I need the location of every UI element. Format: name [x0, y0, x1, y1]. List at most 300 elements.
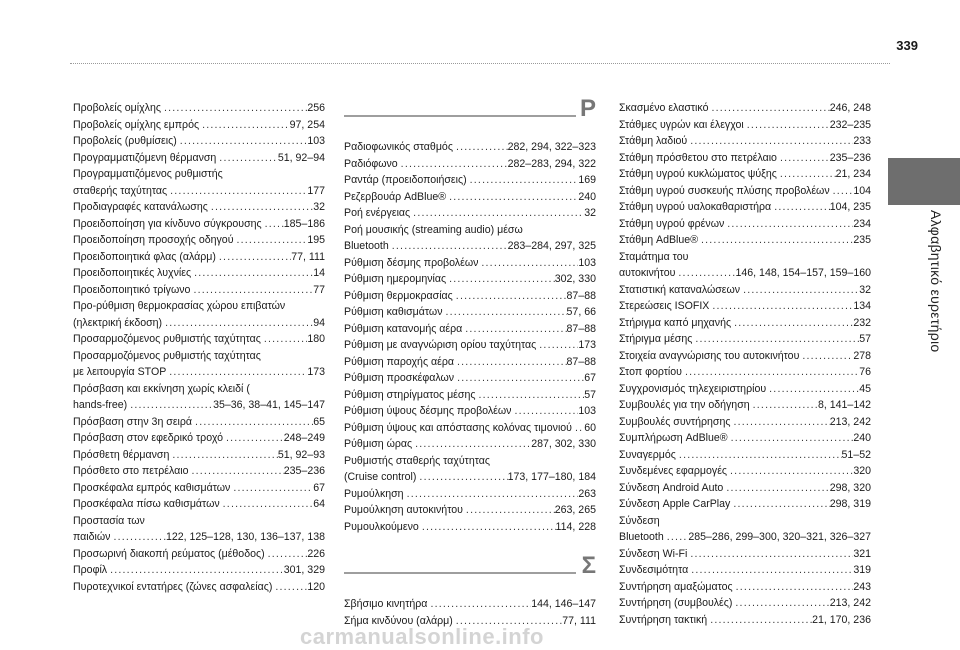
dot-leader [467, 172, 579, 189]
dot-leader [446, 271, 555, 288]
dot-leader [261, 331, 307, 348]
index-entry-pages: 232–235 [829, 118, 871, 131]
page-number: 339 [896, 38, 918, 53]
index-entry-pages: 64 [313, 498, 325, 510]
dot-leader [110, 529, 165, 546]
index-entry-pages: 283–284, 297, 325 [507, 240, 596, 252]
index-entry-term: Προγραμματιζόμενη θέρμανση [73, 151, 217, 164]
dot-leader [453, 139, 508, 156]
dot-leader [692, 331, 859, 348]
index-entry-pages: 67 [313, 481, 325, 494]
index-entry-pages: 87–88 [566, 355, 596, 368]
index-entry-pages: 278 [853, 349, 871, 362]
index-entry-pages: 213, 242 [829, 415, 871, 428]
index-entry-term: παιδιών [73, 531, 111, 543]
index-entry-term: Στοπ φορτίου [619, 366, 682, 378]
index-entry [73, 150, 325, 167]
index-entry-pages: 87–88 [566, 322, 596, 335]
index-entry-pages: 263, 265 [554, 504, 596, 516]
index-entry-pages: 51, 92–94 [277, 151, 325, 164]
index-entry-pages: 248–249 [283, 432, 325, 444]
dot-leader [389, 238, 508, 255]
index-entry-pages: 282–283, 294, 322 [507, 157, 596, 170]
index-entry-pages: 103 [307, 135, 325, 147]
index-entry [344, 436, 596, 453]
index-entry-pages: 235–236 [283, 465, 325, 477]
index-entry-term: Πρόσθετο στο πετρέλαιο [73, 465, 189, 477]
index-entry [619, 447, 871, 464]
dot-leader [265, 546, 308, 563]
index-entry-term: Στάθμη υγρού υαλοκαθαριστήρα [619, 201, 772, 213]
index-entry-term: Ρύθμιση παροχής αέρα [344, 355, 454, 368]
index-entry-pages: 57 [859, 333, 871, 345]
dot-leader [398, 156, 508, 173]
index-entry [344, 172, 596, 189]
index-entry [344, 139, 596, 156]
dot-leader [698, 232, 853, 249]
index-entry-pages: 298, 319 [829, 498, 871, 510]
index-entry-pages: 177 [307, 184, 325, 197]
index-list [344, 139, 596, 535]
index-entry [73, 562, 325, 579]
index-entry [344, 596, 596, 613]
index-entry [619, 133, 871, 150]
index-entry-heading: Προγραμματιζόμενος ρυθμιστής [73, 168, 223, 180]
index-entry-term: Ρεζερβουάρ AdBlue® [344, 190, 447, 203]
index-entry-pages: 32 [313, 201, 325, 213]
index-entry-term: Στοιχεία αναγνώρισης του αυτοκινήτου [619, 349, 800, 362]
dot-leader [216, 150, 278, 167]
index-entry [73, 348, 325, 381]
index-entry [619, 480, 871, 497]
index-entry [619, 496, 871, 513]
index-entry-term: Προειδοποιητικές λυχνίες [73, 267, 192, 279]
index-entry [73, 579, 325, 596]
dot-leader [727, 463, 853, 480]
index-entry-pages: 243 [853, 580, 871, 593]
index-entry-pages: 173, 177–180, 184 [507, 471, 596, 483]
index-entry-pages: 287, 302, 330 [531, 438, 596, 450]
dot-leader [216, 249, 291, 266]
index-entry-pages: 185–186 [283, 217, 325, 230]
index-entry [619, 364, 871, 381]
index-entry [73, 117, 325, 134]
index-entry [619, 298, 871, 315]
dot-leader [127, 397, 213, 414]
dot-leader [234, 232, 308, 249]
index-entry-pages: 14 [313, 267, 325, 279]
index-entry [619, 150, 871, 167]
index-entry [619, 579, 871, 596]
dot-leader [220, 496, 314, 513]
index-entry-pages: 240 [578, 190, 596, 203]
dot-leader [410, 205, 584, 222]
index-entry-pages: 77 [313, 283, 325, 296]
dot-leader [177, 133, 308, 150]
dot-leader [167, 183, 307, 200]
index-entry-term: Προβολείς ομίχλης εμπρός [73, 118, 200, 131]
index-entry-term: Ρύθμιση κατανομής αέρα [344, 322, 463, 335]
index-entry-pages: 285–286, 299–300, 320–321, 326–327 [688, 531, 871, 543]
index-entry-term: Ρυμουλκούμενο [344, 520, 419, 533]
section-divider [344, 115, 576, 117]
dot-leader [830, 183, 854, 200]
index-entry-pages: 240 [853, 432, 871, 444]
dot-leader [199, 117, 290, 134]
index-entry-term: Συντήρηση (συμβουλές) [619, 597, 733, 609]
index-entry [619, 612, 871, 629]
dot-leader [740, 282, 859, 299]
dot-leader [709, 298, 853, 315]
index-entry-pages: 120 [307, 580, 325, 593]
index-entry [619, 282, 871, 299]
dot-leader [230, 480, 313, 497]
index-entry-pages: 51–52 [841, 448, 871, 461]
index-entry-term: Ρύθμιση ύψους και απόστασης κολόνας τιμονιού [344, 421, 572, 434]
dot-leader [707, 612, 812, 629]
index-entry [344, 420, 596, 437]
dot-leader [162, 315, 313, 332]
index-entry-pages: 76 [859, 366, 871, 378]
index-entry-term: Ρύθμιση στηρίγματος μέσης [344, 388, 476, 401]
index-column-1 [73, 100, 325, 595]
index-entry [344, 403, 596, 420]
index-entry-term: Προσωρινή διακοπή ρεύματος (μέθοδος) [73, 547, 265, 560]
index-entry-pages: 235–236 [829, 151, 871, 164]
index-entry-term: Ρύθμιση θερμοκρασίας [344, 289, 453, 302]
index-entry-pages: 87–88 [566, 289, 596, 302]
dot-leader [166, 364, 307, 381]
dot-leader [730, 496, 829, 513]
index-entry-term: Ραντάρ (προειδοποιήσεις) [344, 174, 467, 186]
index-entry-term: Στάθμη υγρού κυκλώματος ψύξης [619, 168, 777, 180]
index-entry-term: Στάθμες υγρών και έλεγχοι [619, 118, 744, 131]
index-entry [619, 199, 871, 216]
index-entry-term: Σήμα κινδύνου (αλάρμ) [344, 614, 453, 627]
index-entry [73, 331, 325, 348]
dot-leader [475, 387, 584, 404]
index-entry [619, 397, 871, 414]
index-entry [73, 216, 325, 233]
index-entry-term: Προειδοποίηση προσοχής οδηγού [73, 234, 234, 246]
index-entry-pages: 97, 254 [289, 118, 325, 131]
index-entry [344, 189, 596, 206]
dot-leader [191, 265, 313, 282]
index-entry [73, 496, 325, 513]
dot-leader [416, 469, 507, 486]
index-entry-heading: Προσαρμοζόμενος ρυθμιστής ταχύτητας [73, 349, 261, 362]
index-entry-term: Προβολείς (ρυθμίσεις) [73, 135, 177, 147]
index-entry-pages: 21, 170, 236 [812, 613, 871, 626]
index-entry-pages: 65 [313, 415, 325, 428]
index-entry [73, 298, 325, 331]
index-entry-term: Προειδοποίηση για κίνδυνο σύγκρουσης [73, 217, 262, 230]
index-entry-pages: 213, 242 [829, 597, 871, 609]
index-entry-pages: 51, 92–93 [277, 448, 325, 461]
dot-leader [724, 216, 853, 233]
index-entry-heading: Πρόσβαση και εκκίνηση χωρίς κλειδί ( [73, 382, 250, 395]
index-entry-pages: 180 [307, 333, 325, 345]
index-entry [619, 463, 871, 480]
index-entry-pages: 263 [578, 487, 596, 500]
section-header-sigma [344, 552, 596, 586]
header-divider [70, 63, 890, 64]
index-entry-heading: Προ-ρύθμιση θερμοκρασίας χώρου επιβατών [73, 300, 286, 312]
dot-leader [453, 288, 567, 305]
index-entry-term: Προσκέφαλα εμπρός καθισμάτων [73, 481, 231, 494]
index-entry-pages: 45 [859, 382, 871, 395]
index-entry-pages: 298, 320 [829, 481, 871, 494]
index-entry-term: Ρύθμιση καθισμάτων [344, 306, 443, 318]
index-entry-term: Συμβουλές για την οδήγηση [619, 399, 750, 411]
index-entry-term: Στάθμη AdBlue® [619, 234, 698, 246]
dot-leader [744, 117, 830, 134]
index-entry [344, 453, 596, 486]
index-entry-pages: 103 [578, 405, 596, 417]
index-entry [619, 100, 871, 117]
index-entry-pages: 104, 235 [829, 201, 871, 213]
index-entry-heading: Σύνδεση [619, 514, 660, 527]
dot-leader [766, 381, 859, 398]
index-entry [619, 232, 871, 249]
section-letter: Ρ [579, 95, 596, 122]
index-column-3 [619, 100, 871, 628]
index-entry-term: Ρυμούλκηση αυτοκινήτου [344, 504, 463, 516]
index-entry-term: σταθερής ταχύτητας [73, 184, 168, 197]
index-entry [619, 513, 871, 546]
index-entry [619, 595, 871, 612]
index-entry-pages: 67 [584, 372, 596, 384]
dot-leader [682, 364, 859, 381]
index-entry [344, 321, 596, 338]
index-entry [344, 222, 596, 255]
index-entry-pages: 134 [853, 300, 871, 312]
index-entry [344, 156, 596, 173]
index-entry-term: Ρύθμιση ώρας [344, 438, 413, 450]
index-entry-pages: 232 [853, 316, 871, 329]
dot-leader [161, 100, 307, 117]
dot-leader [728, 430, 854, 447]
dot-leader [664, 529, 689, 546]
index-entry-term: Bluetooth [619, 531, 664, 543]
index-entry-pages: 319 [853, 564, 871, 576]
index-entry-term: Σκασμένο ελαστικό [619, 102, 709, 114]
index-entry-term: Πρόσβαση στον εφεδρικό τροχό [73, 432, 223, 444]
index-entry [73, 265, 325, 282]
index-entry-term: Ρύθμιση δέσμης προβολέων [344, 256, 479, 269]
index-entry-term: Προδιαγραφές κατανάλωσης [73, 201, 208, 213]
index-entry-pages: 144, 146–147 [531, 598, 596, 610]
index-entry-term: Bluetooth [344, 240, 389, 252]
dot-leader [687, 133, 853, 150]
index-entry-pages: 60 [584, 421, 596, 434]
index-entry-term: Πυροτεχνικοί εντατήρες (ζώνες ασφαλείας) [73, 580, 273, 593]
index-entry-pages: 235 [853, 234, 871, 246]
index-entry-pages: 103 [578, 256, 596, 269]
section-divider [344, 572, 576, 574]
index-entry-heading: Ροή μουσικής (streaming audio) μέσω [344, 223, 523, 236]
dot-leader [731, 315, 853, 332]
index-entry-pages: 21, 234 [835, 168, 871, 180]
index-entry-pages: 321 [853, 547, 871, 560]
index-entry-term: Σύνδεση Apple CarPlay [619, 498, 731, 510]
index-entry-term: (ηλεκτρική έκδοση) [73, 316, 163, 329]
index-entry [344, 337, 596, 354]
index-entry-pages: 234 [853, 217, 871, 230]
index-entry-pages: 302, 330 [554, 273, 596, 285]
index-entry-pages: 77, 111 [562, 614, 596, 627]
index-entry [73, 381, 325, 414]
dot-leader [750, 397, 818, 414]
dot-leader [708, 100, 829, 117]
index-entry-term: Σβήσιμο κινητήρα [344, 598, 428, 610]
index-entry-term: Ραδιόφωνο [344, 157, 398, 170]
index-entry-term: αυτοκινήτου [619, 267, 676, 279]
section-tab [888, 158, 960, 205]
dot-leader [511, 403, 578, 420]
dot-leader [730, 414, 829, 431]
watermark: carmanualsonline.info [300, 624, 544, 649]
index-entry-pages: 282, 294, 322–323 [507, 141, 596, 153]
index-entry [73, 166, 325, 199]
index-entry-term: Στάθμη υγρού συσκευής πλύσης προβολέων [619, 184, 830, 197]
index-entry-term: Ρύθμιση ημερομηνίας [344, 273, 447, 285]
index-entry-pages: 32 [584, 207, 596, 219]
dot-leader [454, 354, 567, 371]
index-entry-term: Στερεώσεις ISOFIX [619, 300, 710, 312]
index-entry-pages: 256 [307, 102, 325, 114]
dot-leader [223, 430, 284, 447]
index-entry [73, 232, 325, 249]
index-entry-pages: 104 [853, 184, 871, 197]
section-header-rho [344, 95, 596, 129]
index-entry [73, 100, 325, 117]
index-entry-term: Στάθμη υγρού φρένων [619, 217, 725, 230]
index-entry-term: Ρύθμιση ύψους δέσμης προβολέων [344, 405, 512, 417]
index-entry-term: Στήριγμα μέσης [619, 333, 693, 345]
index-entry [73, 463, 325, 480]
dot-leader [799, 348, 853, 365]
index-entry [73, 414, 325, 431]
index-entry-heading: Προστασία των [73, 514, 145, 527]
dot-leader [192, 414, 313, 431]
index-entry-term: Συναγερμός [619, 448, 676, 461]
index-entry [344, 370, 596, 387]
dot-leader [427, 596, 531, 613]
index-entry [73, 133, 325, 150]
dot-leader [733, 579, 854, 596]
index-entry-term: Στάθμη πρόσθετου στο πετρέλαιο [619, 151, 777, 164]
index-entry-pages: 301, 329 [283, 564, 325, 576]
dot-leader [777, 150, 830, 167]
index-entry-term: Ρύθμιση προσκέφαλων [344, 372, 455, 384]
index-entry-pages: 114, 228 [555, 520, 596, 533]
index-entry-term: Συγχρονισμός τηλεχειριστηρίου [619, 382, 767, 395]
index-entry [73, 546, 325, 563]
index-entry-heading: Ρυθμιστής σταθερής ταχύτητας [344, 454, 491, 467]
dot-leader [463, 502, 555, 519]
index-entry-term: Συντήρηση τακτική [619, 613, 708, 626]
index-entry-term: Ρύθμιση με αναγνώριση ορίου ταχύτητας [344, 339, 537, 351]
dot-leader [777, 166, 836, 183]
index-entry-pages: 173 [578, 339, 596, 351]
dot-leader [536, 337, 578, 354]
index-entry-term: Προσαρμοζόμενος ρυθμιστής ταχύτητας [73, 333, 261, 345]
index-entry-pages: 246, 248 [829, 102, 871, 114]
index-entry-term: Προβολείς ομίχλης [73, 102, 161, 114]
index-entry [619, 562, 871, 579]
index-entry-term: Ραδιοφωνικός σταθμός [344, 141, 453, 153]
index-entry-term: hands-free) [73, 399, 128, 411]
index-entry-pages: 146, 148, 154–157, 159–160 [735, 267, 871, 279]
dot-leader [687, 546, 853, 563]
index-entry-term: με λειτουργία STOP [73, 366, 167, 378]
dot-leader [446, 189, 578, 206]
section-letter: Σ [581, 552, 596, 579]
index-entry [344, 255, 596, 272]
dot-leader [188, 463, 283, 480]
index-entry-pages: 173 [307, 366, 325, 378]
index-entry [73, 513, 325, 546]
index-entry-term: Πρόσθετη θέρμανση [73, 448, 170, 461]
index-entry [619, 331, 871, 348]
index-entry [619, 216, 871, 233]
dot-leader [107, 562, 284, 579]
index-entry [73, 199, 325, 216]
dot-leader [404, 486, 579, 503]
dot-leader [262, 216, 284, 233]
index-entry [344, 519, 596, 536]
index-entry-pages: 233 [853, 135, 871, 147]
dot-leader [190, 282, 313, 299]
index-entry [73, 249, 325, 266]
index-entry-pages: 57, 66 [566, 306, 596, 318]
index-entry [619, 183, 871, 200]
index-entry-pages: 226 [307, 547, 325, 560]
index-entry-pages: 32 [859, 283, 871, 296]
dot-leader [732, 595, 829, 612]
index-entry-pages: 57 [584, 388, 596, 401]
dot-leader [771, 199, 830, 216]
index-entry [73, 282, 325, 299]
index-entry [73, 480, 325, 497]
index-entry [344, 387, 596, 404]
index-entry-term: Σύνδεση Android Auto [619, 481, 724, 494]
index-entry-pages: 122, 125–128, 130, 136–137, 138 [165, 531, 325, 543]
dot-leader [419, 519, 556, 536]
index-entry [619, 166, 871, 183]
index-entry-pages: 94 [313, 316, 325, 329]
index-column-2 [344, 95, 596, 629]
index-entry-pages: 35–36, 38–41, 145–147 [213, 399, 325, 411]
dot-leader [572, 420, 584, 437]
index-entry-term: Στατιστική καταναλώσεων [619, 283, 741, 296]
index-entry [344, 486, 596, 503]
index-entry-pages: 8, 141–142 [817, 399, 871, 411]
index-entry [73, 447, 325, 464]
index-entry [344, 271, 596, 288]
dot-leader [208, 199, 313, 216]
index-entry-term: Ρυμούλκηση [344, 487, 404, 500]
dot-leader [272, 579, 307, 596]
index-entry-heading: Σταμάτημα του [619, 250, 689, 263]
index-entry [344, 502, 596, 519]
index-entry [619, 348, 871, 365]
index-entry [619, 381, 871, 398]
index-entry-term: Συνδεμένες εφαρμογές [619, 465, 728, 477]
index-entry-term: Προσκέφαλα πίσω καθισμάτων [73, 498, 220, 510]
index-entry [619, 117, 871, 134]
